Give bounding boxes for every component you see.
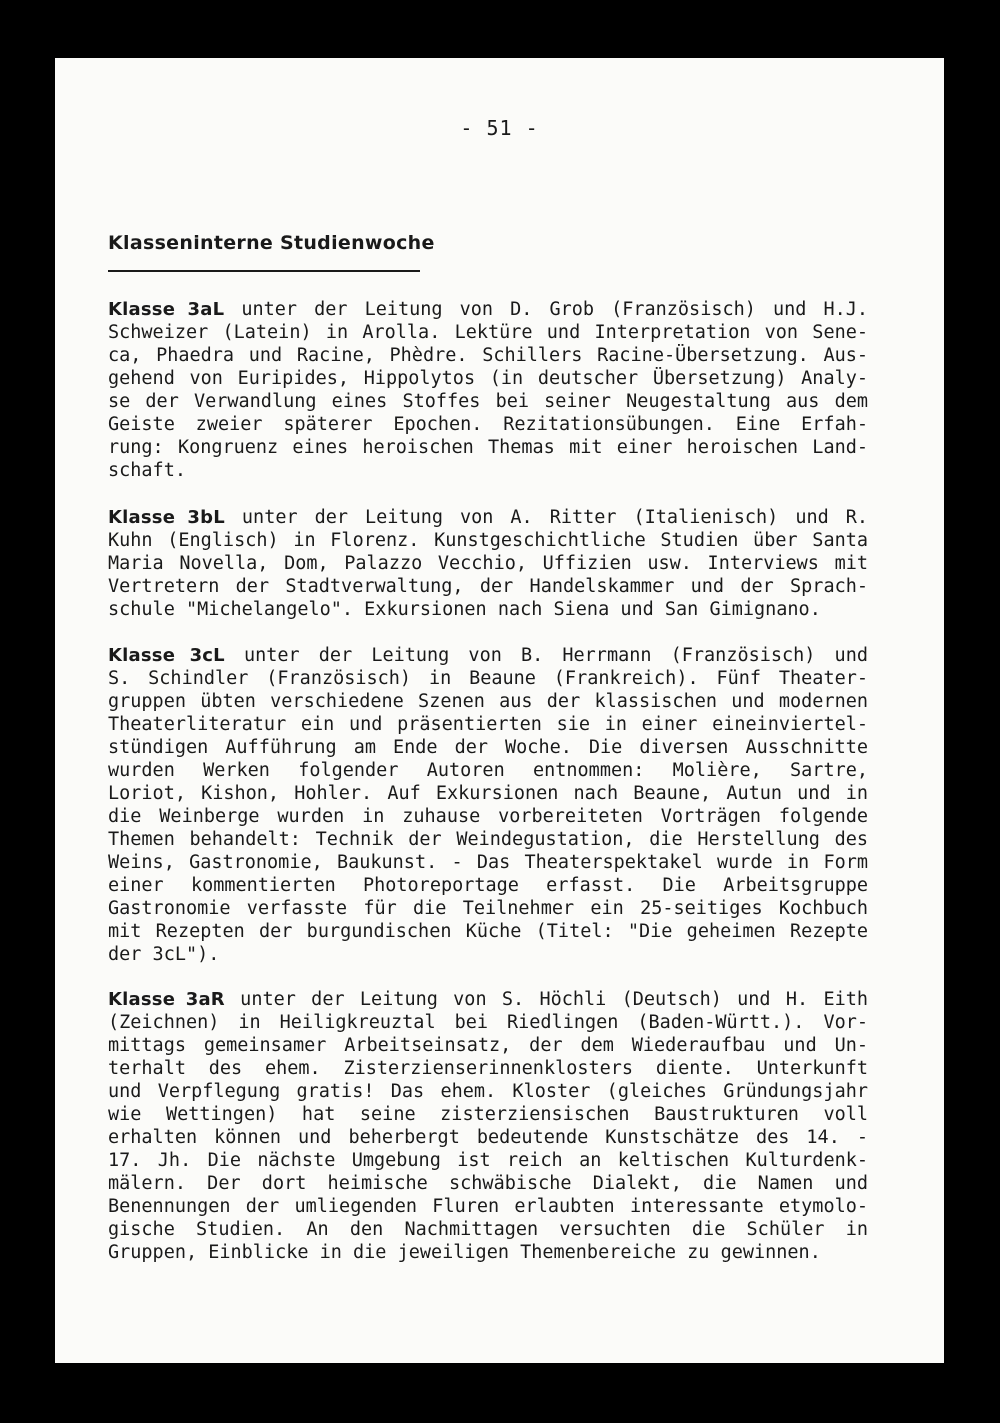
text-line: Gastronomie verfasste für die Teilnehmer ein 25-seitiges Kochbuch (108, 898, 868, 919)
paragraph-klasse-3al (108, 298, 868, 482)
text-line: gehend von Euripides, Hippolytos (in deutscher Übersetzung) Analy- (108, 368, 868, 389)
text-line: Theaterliteratur ein und präsentierten sie in einer eineinviertel- (108, 714, 868, 735)
class-label: Klasse 3aL (108, 299, 225, 320)
text-line: Geiste zweier späterer Epochen. Rezitationsübungen. Eine Erfah- (108, 414, 868, 435)
paragraph-first-line (108, 506, 868, 529)
paragraph-klasse-3bl (108, 506, 868, 621)
text-line: mit Rezepten der burgundischen Küche (Titel: "Die geheimen Rezepte (108, 921, 868, 942)
text-line: einer kommentierten Photoreportage erfasst. Die Arbeitsgruppe (108, 875, 868, 896)
text-line: Benennungen der umliegenden Fluren erlaubten interessante etymolo- (108, 1196, 868, 1217)
text-line: gruppen übten verschiedene Szenen aus der klassischen und modernen (108, 691, 868, 712)
text-line: mittags gemeinsamer Arbeitseinsatz, der dem Wiederaufbau und Un- (108, 1035, 868, 1056)
text-line: Schweizer (Latein) in Arolla. Lektüre und Interpretation von Sene- (108, 322, 868, 343)
text-line: S. Schindler (Französisch) in Beaune (Frankreich). Fünf Theater- (108, 668, 868, 689)
text-line: unter der Leitung von S. Höchli (Deutsch) und H. Eith (224, 989, 868, 1010)
text-line: ca, Phaedra und Racine, Phèdre. Schillers Racine-Übersetzung. Aus- (108, 345, 868, 366)
text-line: unter der Leitung von B. Herrmann (Französisch) und (224, 645, 868, 666)
text-line: Kuhn (Englisch) in Florenz. Kunstgeschichtliche Studien über Santa (108, 530, 868, 551)
text-line: wurden Werken folgender Autoren entnommen: Molière, Sartre, (108, 760, 868, 781)
text-line: Weins, Gastronomie, Baukunst. - Das Theaterspektakel wurde in Form (108, 852, 868, 873)
text-line: und Verpflegung gratis! Das ehem. Kloster (gleiches Gründungsjahr (108, 1081, 868, 1102)
text-line: Loriot, Kishon, Hohler. Auf Exkursionen nach Beaune, Autun und in (108, 783, 868, 804)
class-label: Klasse 3aR (108, 989, 225, 1010)
paragraph-klasse-3ar (108, 988, 868, 1264)
text-line: unter der Leitung von D. Grob (Französisch) und H.J. (224, 299, 868, 320)
class-label: Klasse 3cL (108, 645, 225, 666)
class-label: Klasse 3bL (108, 507, 225, 528)
text-line: gische Studien. An den Nachmittagen versuchten die Schüler in (108, 1219, 868, 1240)
paragraph-first-line (108, 644, 868, 667)
text-line: wie Wettingen) hat seine zisterziensischen Baustrukturen voll (108, 1104, 868, 1125)
page-number: - 51 - (460, 116, 539, 140)
text-line: terhalt des ehem. Zisterzienserinnenklosters diente. Unterkunft (108, 1058, 868, 1079)
paragraph-first-line (108, 298, 868, 321)
text-line: Maria Novella, Dom, Palazzo Vecchio, Uffizien usw. Interviews mit (108, 553, 868, 574)
text-line: die Weinberge wurden in zuhause vorbereiteten Vorträgen folgende (108, 806, 868, 827)
text-line: (Zeichnen) in Heiligkreuztal bei Riedlingen (Baden-Württ.). Vor- (108, 1012, 868, 1033)
title-underline (108, 270, 420, 272)
text-line: mälern. Der dort heimische schwäbische Dialekt, die Namen und (108, 1173, 868, 1194)
text-line: schule "Michelangelo". Exkursionen nach Siena und San Gimignano. (108, 599, 821, 620)
text-line: 17. Jh. Die nächste Umgebung ist reich an keltischen Kulturdenk- (108, 1150, 868, 1171)
text-line: unter der Leitung von A. Ritter (Italienisch) und R. (224, 507, 869, 528)
text-line: der 3cL"). (108, 944, 220, 965)
text-line: Vertretern der Stadtverwaltung, der Handelskammer und der Sprach- (108, 576, 868, 597)
text-line: Gruppen, Einblicke in die jeweiligen Themenbereiche zu gewinnen. (108, 1242, 821, 1263)
text-line: erhalten können und beherbergt bedeutende Kunstschätze des 14. - (108, 1127, 868, 1148)
text-line: schaft. (108, 460, 186, 481)
paragraph-first-line (108, 988, 868, 1011)
document-page (55, 58, 944, 1363)
text-line: rung: Kongruenz eines heroischen Themas mit einer heroischen Land- (108, 437, 868, 458)
paragraph-klasse-3cl (108, 644, 868, 966)
section-title: Klasseninterne Studienwoche (108, 232, 435, 254)
text-line: se der Verwandlung eines Stoffes bei seiner Neugestaltung aus dem (108, 391, 868, 412)
text-line: stündigen Aufführung am Ende der Woche. Die diversen Ausschnitte (108, 737, 868, 758)
text-line: Themen behandelt: Technik der Weindegustation, die Herstellung des (108, 829, 868, 850)
